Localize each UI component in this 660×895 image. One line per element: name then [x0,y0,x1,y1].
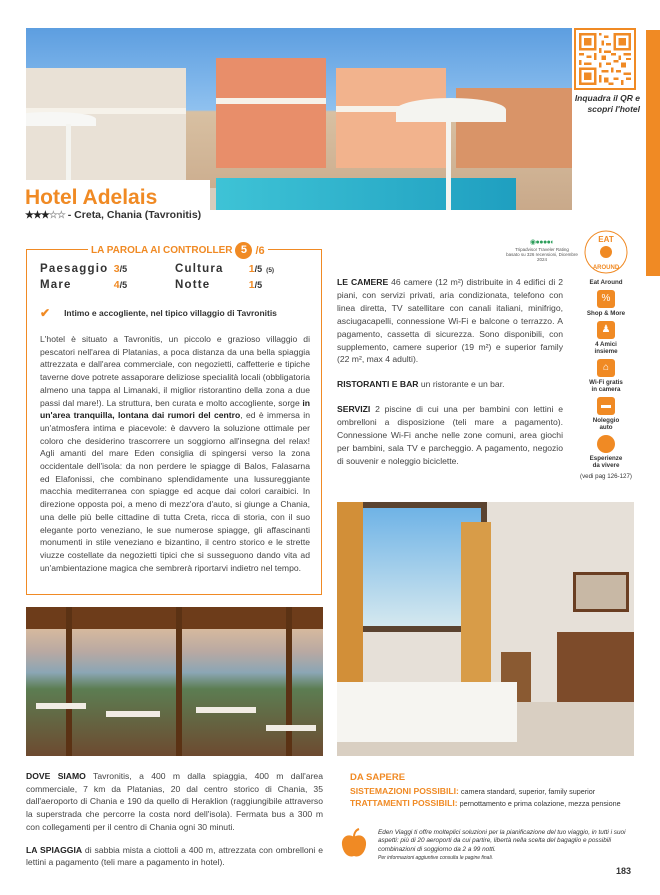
esperienze-label: Esperienze da vivere [589,455,623,469]
experience-icon [597,435,615,453]
eden-apple-icon [338,828,370,860]
rating-value-mare: 4/5 [113,279,128,291]
hotel-subtitle [25,209,201,221]
location-info [26,770,323,879]
sistemazioni-row: SISTEMAZIONI POSSIBILI: camera standard, superior, family superior [350,786,596,796]
rating-label-mare: Mare [40,279,72,291]
terrace-photo [26,607,323,756]
controller-heading [88,242,268,259]
rating-label-notte: Notte [175,279,211,291]
shopping-bag-icon: % [597,290,615,308]
svg-text:AROUND: AROUND [592,265,620,271]
eat-around-label: Eat Around [589,279,623,286]
spiaggia: LA SPIAGGIA di sabbia mista a ciottoli a 400 m, attrezzata con ombrelloni e lettini a pagamento (teli mare a pagamento in hotel). [26,844,324,868]
features-column [580,230,632,480]
shop-more-label: Shop & More [586,310,626,317]
controller-highlight [40,306,277,320]
check-icon: ✔ [40,306,51,320]
wifi-label: Wi-Fi gratis in camera [589,379,623,393]
ratings-grid [40,261,310,293]
friends-icon: ♟ [597,321,615,339]
controller-score-total: /6 [255,244,265,257]
tripadvisor-dots-icon: ◉●●●●◐ [529,239,555,246]
controller-description: L'hotel è situato a Tavronitis, un piccolo e grazioso villaggio di pescatori nell'area di Platanias, a poca distanza da una bella spiaggia attrezzata e dall'area commerciale, con negozietti, caffetterie e tipiche taverne dove potrete assaporare deliziose specialità locali (obbligatoria almeno una tappa al Limanaki, il miglior ristorantino della zona a due passi dal mare!). La struttura, ben curata e molto accogliente, sorge in un'area tranquilla, lontana dai rumori del centro, ed è immersa in un'atmosfera intima e piacevole: è davvero la soluzione ottimale per coloro che desiderino trascorrere un soggiorno all'insegna del relax! Agli amanti del mare Eden consiglia di spingersi verso la zona occidentale dell'isola: da non perdere le spiagge di Balos, Falasarna ed Elafonissi, che combinano splendidamente una lussureggiante macchia mediterranea con spiagge ed acque dai colori caraibici. In direzione opposta poi, a meno di mezz'ora d'auto, si giunge a Chania, una delle più belle cittadine di tutta Creta, ricca di storia, con il suo elegante porto veneziano, le sue numerose spiagge, gli affascinanti monumenti in stile veneziano e bizantino, il centro storico e le strette viuzze costellate da negozietti tipici che si susseguono dando vita ad un'ambientazione magica che sembrerà riportarvi indietro nel tempo. [40,334,310,573]
rating-label-paesaggio: Paesaggio [40,263,109,275]
page-number: 183 [616,866,632,876]
controller-score: 5 [235,242,252,259]
esperienze-note: (vedi pag 126-127) [580,473,632,480]
qr-caption: Inquadra il QR e scopri l'hotel [574,93,640,114]
servizi-section: SERVIZI 2 piscine di cui una per bambini con lettini e ombrelloni a disposizione (teli mare a pagamento). Connessione Wi-Fi anche nelle zone comuni, area giochi per bambini, sala TV e parcheggio. A pagamento, negozio di souvenir e noleggio biciclette. [337,404,563,466]
rating-label-cultura: Cultura [175,263,224,275]
star-rating-icon: ★★★☆☆ [25,210,65,221]
room-photo [337,502,634,756]
camere-section: LE CAMERE 46 camere (12 m²) distribuite in 4 edifici di 2 piani, con servizi privati, aria condizionata, telefono con linea diretta, TV satellitare con canali italiani, minifrigo, asciugacapelli, connessione Wi-Fi e balcone o terrazzo. A pagamento, cassetta di sicurezza. Sono disponibili, con supplemento, camere superior (19 m²) e superior family (22 m², max 4 adulti). [337,277,563,365]
trattamenti-row: TRATTAMENTI POSSIBILI: pernottamento e prima colazione, mezza pensione [350,798,621,808]
controller-heading-label: LA PAROLA AI CONTROLLER [91,245,233,256]
car-icon: ▬ [597,397,615,415]
section-tab [646,30,660,276]
tripadvisor-rating: ◉●●●●◐ Tripadvisor Traveler Rating basato su 326 recensioni, Dicembre 2024 [506,239,578,262]
ristoranti-section: RISTORANTI E BAR un ristorante e un bar. [337,379,505,390]
svg-text:EAT: EAT [598,235,614,244]
highlight-text: Intimo e accogliente, nel tipico villaggio di Tavronitis [64,308,277,318]
amici-label: 4 Amici insieme [594,341,618,355]
hotel-details [337,276,563,480]
rating-value-paesaggio: 3/5 [113,263,128,275]
dove-siamo: DOVE SIAMO Tavronitis, a 400 m dalla spiaggia, 400 m dall'area commerciale, 7 km da Platanias, 20 dal centro storico di Chania, 35 dall'aeroporto di Chania e 190 da quello di Heraklion (raggiungibile attraverso la superstrada che percorre la costa nord dell'isola). Fermata bus a 300 m con collegamenti per il centro di Chania ogni 30 minuti. [26,771,323,832]
rating-value-notte: 1/5 [248,279,263,291]
eden-info: Eden Viaggi ti offre molteplici soluzioni per la pianificazione del tuo viaggio, in tutti i suoi aspetti: più di 20 aeroporti da cui partire, libertà nella scelta del bagaglio e possibili combinazioni di soggiorno da 2 a 99 notti. Per informazioni aggiuntive consulta le pagine finali. [378,829,626,861]
bed-wifi-icon: ⌂ [597,359,615,377]
hotel-location: - Creta, Chania (Tavronitis) [67,209,202,221]
hotel-name: Hotel Adelais [25,186,158,209]
eat-around-badge-icon [584,230,628,274]
qr-code[interactable] [574,28,636,90]
da-sapere-title: DA SAPERE [350,772,406,783]
rating-value-cultura: 1/5 (5) [248,263,275,275]
noleggio-label: Noleggio auto [592,417,620,431]
da-sapere [350,772,640,810]
